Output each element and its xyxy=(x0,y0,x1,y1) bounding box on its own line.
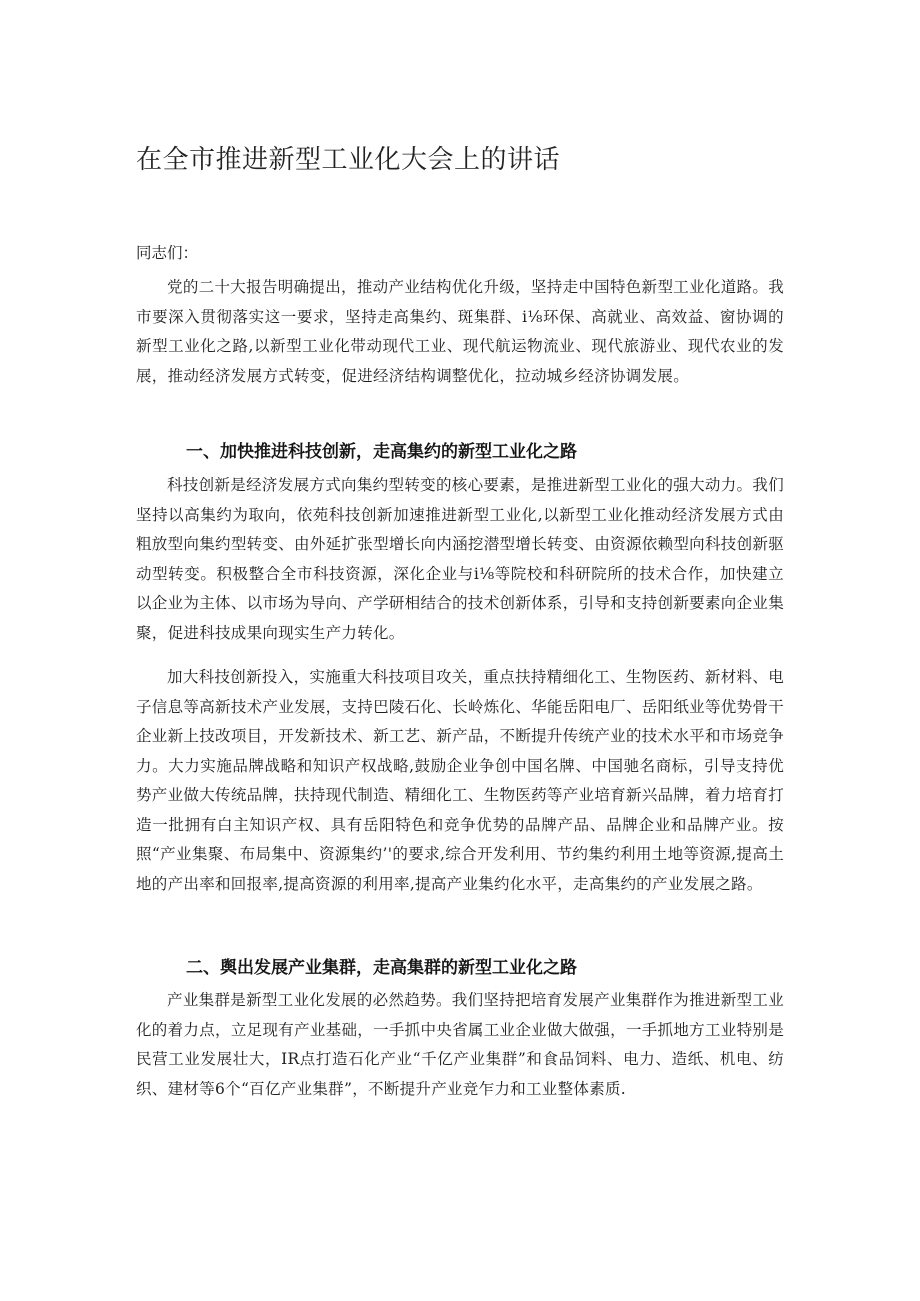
paragraph-section1-a: 科技创新是经济发展方式向集约型转变的核心要素，是推进新型工业化的强大动力。我们坚持以高集约为取向，依苑科技创新加速推进新型工业化,以新型工业化推动经济发展方式由粗放型向集约型转变、由外延扩张型增长向内涵挖潜型增长转变、由资源依赖型向科技创新驱动型转变。积极整合全市科技资源，深化企业与i⅛等院校和科研院所的技术合作，加快建立以企业为主体、以市场为导向、产学研相结合的技术创新体系，引导和支持创新要素向企业集聚，促进科技成果向现实生产力转化。 xyxy=(136,476,784,642)
section-heading-1: 一、加快推进科技创新，走高集约的新型工业化之路 xyxy=(186,442,577,462)
paragraph-section2-a: 产业集群是新型工业化发展的必然趋势。我们坚持把培育发展产业集群作为推进新型工业化的着力点，立足现有产业基础，一手抓中央省属工业企业做大做强，一手抓地方工业特别是民营工业发展壮大，IR点打造石化产业“千亿产业集群”和食品饲料、电力、造纸、机电、纺织、建材等6个“百亿产业集群”，不断提升产业竞乍力和工业整体素质. xyxy=(136,991,784,1098)
paragraph-intro: 党的二十大报告明确提出，推动产业结构优化升级，坚持走中国特色新型工业化道路。我市要深入贯彻落实这一要求，坚持走高集约、斑集群、i⅛环保、高就业、高效益、窗协调的新型工业化之路,以新型工业化带动现代工业、现代航运物流业、现代旅游业、现代农业的发展，推动经济发展方式转变，促进经济结构调整优化，拉动城乡经济协调发展。 xyxy=(136,278,784,385)
document-title: 在全市推进新型工业化大会上的讲话 xyxy=(136,145,561,175)
salutation: 同志们： xyxy=(136,244,199,262)
section-heading-2: 二、舆出发展产业集群，走高集群的新型工业化之路 xyxy=(186,958,577,978)
paragraph-section1-b: 加大科技创新投入，实施重大科技项目攻关，重点扶持精细化工、生物医药、新材料、电子信息等高新技术产业发展，支持巴陵石化、长岭炼化、华能岳阳电厂、岳阳纸业等优势骨干企业新上技改项目，开发新技术、新工艺、新产品，不断提升传统产业的技术水平和市场竞争力。大力实施品牌战略和知识产权战略,鼓励企业争创中国名牌、中国驰名商标，引导支持优势产业做大传统品牌，扶持现代制造、精细化工、生物医药等产业培育新兴品牌，着力培育打造一批拥有白主知识产权、具有岳阳特色和竞争优势的品牌产品、品牌企业和品牌产业。按照“产业集聚、布局集中、资源集约’'的要求,综合开发利用、节约集约利用土地等资源,提高土地的产出率和回报率,提高资源的利用率,提高产业集约化水平，走高集约的产业发展之路。 xyxy=(136,668,784,893)
